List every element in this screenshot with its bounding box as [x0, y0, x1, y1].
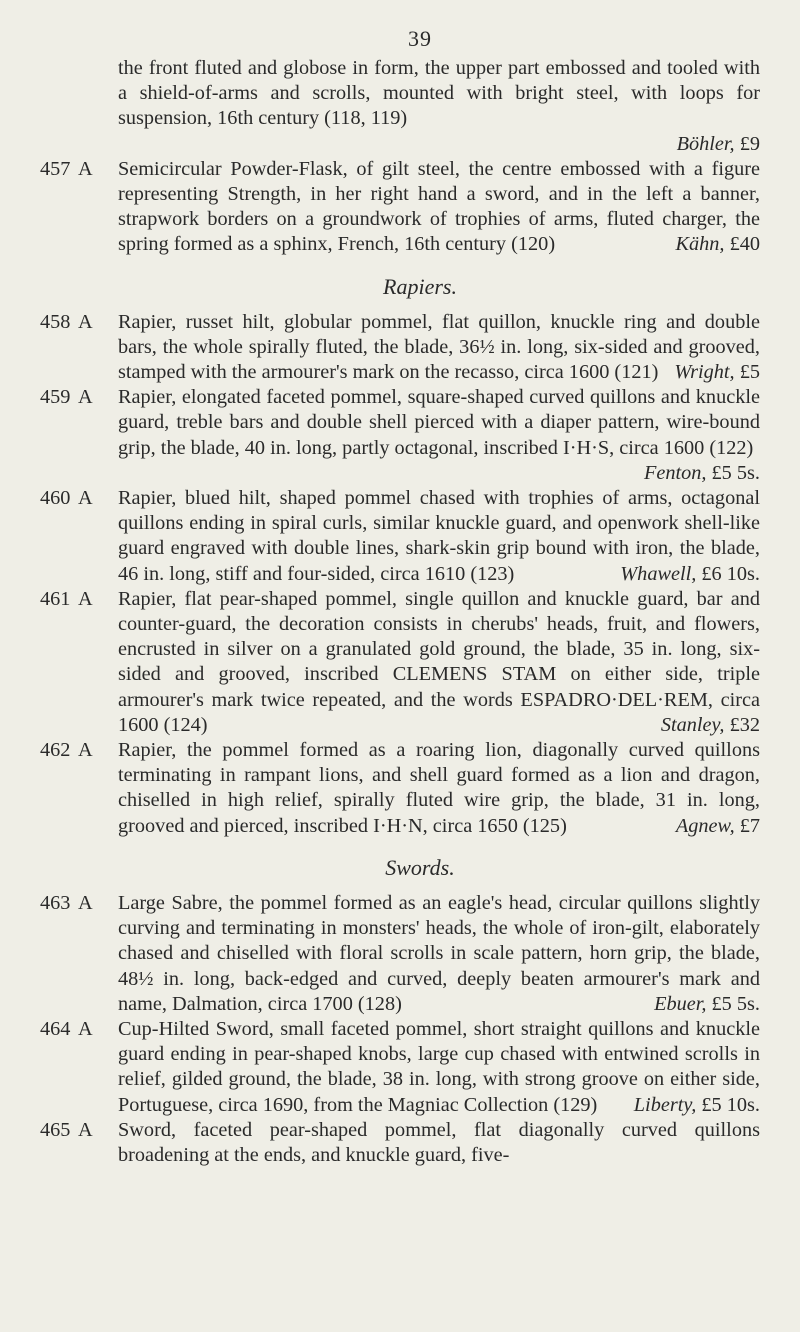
source-name: Kähn,: [675, 233, 725, 256]
lot-description-text: Rapier, elongated faceted pommel, square-shaped curved quillons and knuckle guard, treble bars and double shell pierced with a diaper pattern, wire-bound grip, the blade, 40 in. long, partly octagonal, inscribed I·H·S, circa 1600 (122): [118, 386, 760, 459]
lot-description: [118, 385, 760, 486]
source-name: Whawell,: [620, 562, 697, 585]
continuation-text: the front fluted and globose in form, the upper part embossed and tooled with a shield-of-arms and scrolls, mounted with bright steel, with loops for suspension, 16th century (118, 119): [118, 57, 760, 130]
lot-description-text: Rapier, the pommel formed as a roaring lion, diagonally curved quillons terminating in rampant lions, and shell guard formed as a lion and dragon, chiselled in high relief, spirally fluted wire grip, the blade, 31 in. long, grooved and pierced, inscribed I·H·N, circa 1650 (125): [118, 739, 760, 837]
catalogue-entry: [40, 486, 760, 587]
source-name: Fenton,: [643, 461, 707, 484]
source-name: Stanley,: [660, 713, 725, 736]
lot-description: [118, 486, 760, 587]
lot-description-text: Sword, faceted pear-shaped pommel, flat diagonally curved quillons broadening at the ends, and knuckle guard, five-: [118, 1118, 760, 1166]
section-heading: Swords.: [385, 854, 455, 880]
lot-article: A: [78, 1017, 93, 1040]
page-number: 39: [408, 26, 432, 51]
source-name: Liberty,: [633, 1093, 697, 1116]
lot-number: 462: [40, 739, 71, 762]
price: £9: [739, 132, 760, 155]
lot-source: [118, 461, 760, 486]
lot-description: [118, 1118, 760, 1168]
lot-source: [661, 713, 760, 738]
price: £6 10s.: [696, 562, 760, 585]
lot-article: A: [78, 587, 93, 610]
lot-description-text: Rapier, blued hilt, shaped pommel chased with trophies of arms, octagonal quillons ending in spiral curls, similar knuckle guard, and openwork shell-like guard engraved with double lines, shark-skin grip bound with iron, the blade, 46 in. long, stiff and four-sided, circa 1610 (123): [118, 487, 760, 585]
price: £7: [734, 814, 760, 837]
lot-article: A: [78, 891, 93, 914]
source-name: Wright,: [674, 361, 735, 384]
lot-description: [118, 738, 760, 839]
continuation-source: [118, 132, 760, 157]
catalogue-entry: [40, 385, 760, 486]
price: £32: [724, 713, 760, 736]
lot-description-text: Rapier, flat pear-shaped pommel, single quillon and knuckle guard, bar and counter-guard, the decoration consists in cherubs' heads, fruit, and flowers, encrusted in silver on a granulated gold ground, the blade, 35 in. long, six-sided and grooved, inscribed CLEMENS STAM on either side, triple armourer's mark twice repeated, and the words ESPADRO·DEL·REM, circa 1600 (124): [118, 587, 760, 736]
catalogue-entry: [40, 310, 760, 386]
lot-article: A: [78, 1118, 93, 1141]
lot-number: 464: [40, 1017, 71, 1040]
lot-description-text: Rapier, russet hilt, globular pommel, flat quillon, knuckle ring and double bars, the whole spirally fluted, the blade, 36½ in. long, six-sided and grooved, stamped with the armourer's mark on the recasso, circa 1600 (121): [118, 310, 760, 384]
price: £40: [724, 233, 760, 256]
lot-source: [676, 814, 760, 839]
lot-number: 461: [40, 587, 71, 610]
lot-number: 460: [40, 487, 71, 510]
lot-description-text: Large Sabre, the pommel formed as an eagle's head, circular quillons slightly curving and terminating in monsters' heads, the whole of iron-gilt, elaborately chased and chiselled with floral scrolls in scale pattern, horn grip, the blade, 48½ in. long, back-edged and curved, deeply beaten armourer's mark and name, Dalmation, circa 1700 (128): [118, 891, 760, 1015]
catalogue-entry: [40, 1017, 760, 1118]
price: £5: [734, 361, 760, 384]
section-heading: Rapiers.: [383, 273, 457, 299]
lot-description-text: Semicircular Powder-Flask, of gilt steel, the centre embossed with a figure representing Strength, in her right hand a sword, and in the left a banner, strapwork borders on a groundwork of trophies of arms, fluted charger, the spring formed as a sphinx, French, 16th century (120): [118, 157, 760, 256]
continuation-paragraph: [40, 56, 760, 157]
lot-article: A: [78, 487, 93, 510]
lot-description: [118, 891, 760, 1017]
catalogue-entry: [40, 1118, 760, 1168]
lot-source: [654, 992, 760, 1017]
lot-source: [674, 360, 760, 385]
lot-number: 457: [40, 157, 71, 180]
sections-container: [40, 157, 760, 1168]
lot-article: A: [78, 739, 93, 762]
lot-number: 459: [40, 386, 71, 409]
lot-number: 458: [40, 310, 71, 333]
lot-number: 463: [40, 891, 71, 914]
price: £5 10s.: [696, 1093, 760, 1116]
lot-article: A: [78, 386, 93, 409]
price: £5 5s.: [706, 992, 760, 1015]
source-name: Ebuer,: [654, 992, 707, 1015]
lot-source: [634, 1093, 760, 1118]
lot-description: [118, 310, 760, 386]
lot-number: 465: [40, 1118, 71, 1141]
lot-description: [118, 1017, 760, 1118]
lot-description: [118, 587, 760, 738]
lot-description-text: Cup-Hilted Sword, small faceted pommel, short straight quillons and knuckle guard ending in pear-shaped knobs, large cup chased with entwined scrolls in relief, gilded ground, the blade, 38 in. long, with strong groove on either side, Portuguese, circa 1690, from the Magniac Collection (129): [118, 1017, 760, 1116]
lot-source: [675, 232, 760, 257]
lot-article: A: [78, 310, 93, 333]
catalogue-entry: [40, 157, 760, 258]
lot-article: A: [78, 157, 93, 180]
catalogue-entry: [40, 891, 760, 1017]
source-name: Agnew,: [675, 814, 735, 837]
lot-source: [620, 562, 760, 587]
lot-description: [118, 157, 760, 258]
catalogue-entry: [40, 587, 760, 738]
catalogue-entry: [40, 738, 760, 839]
source-name: Böhler,: [676, 132, 735, 155]
price: £5 5s.: [706, 461, 760, 484]
